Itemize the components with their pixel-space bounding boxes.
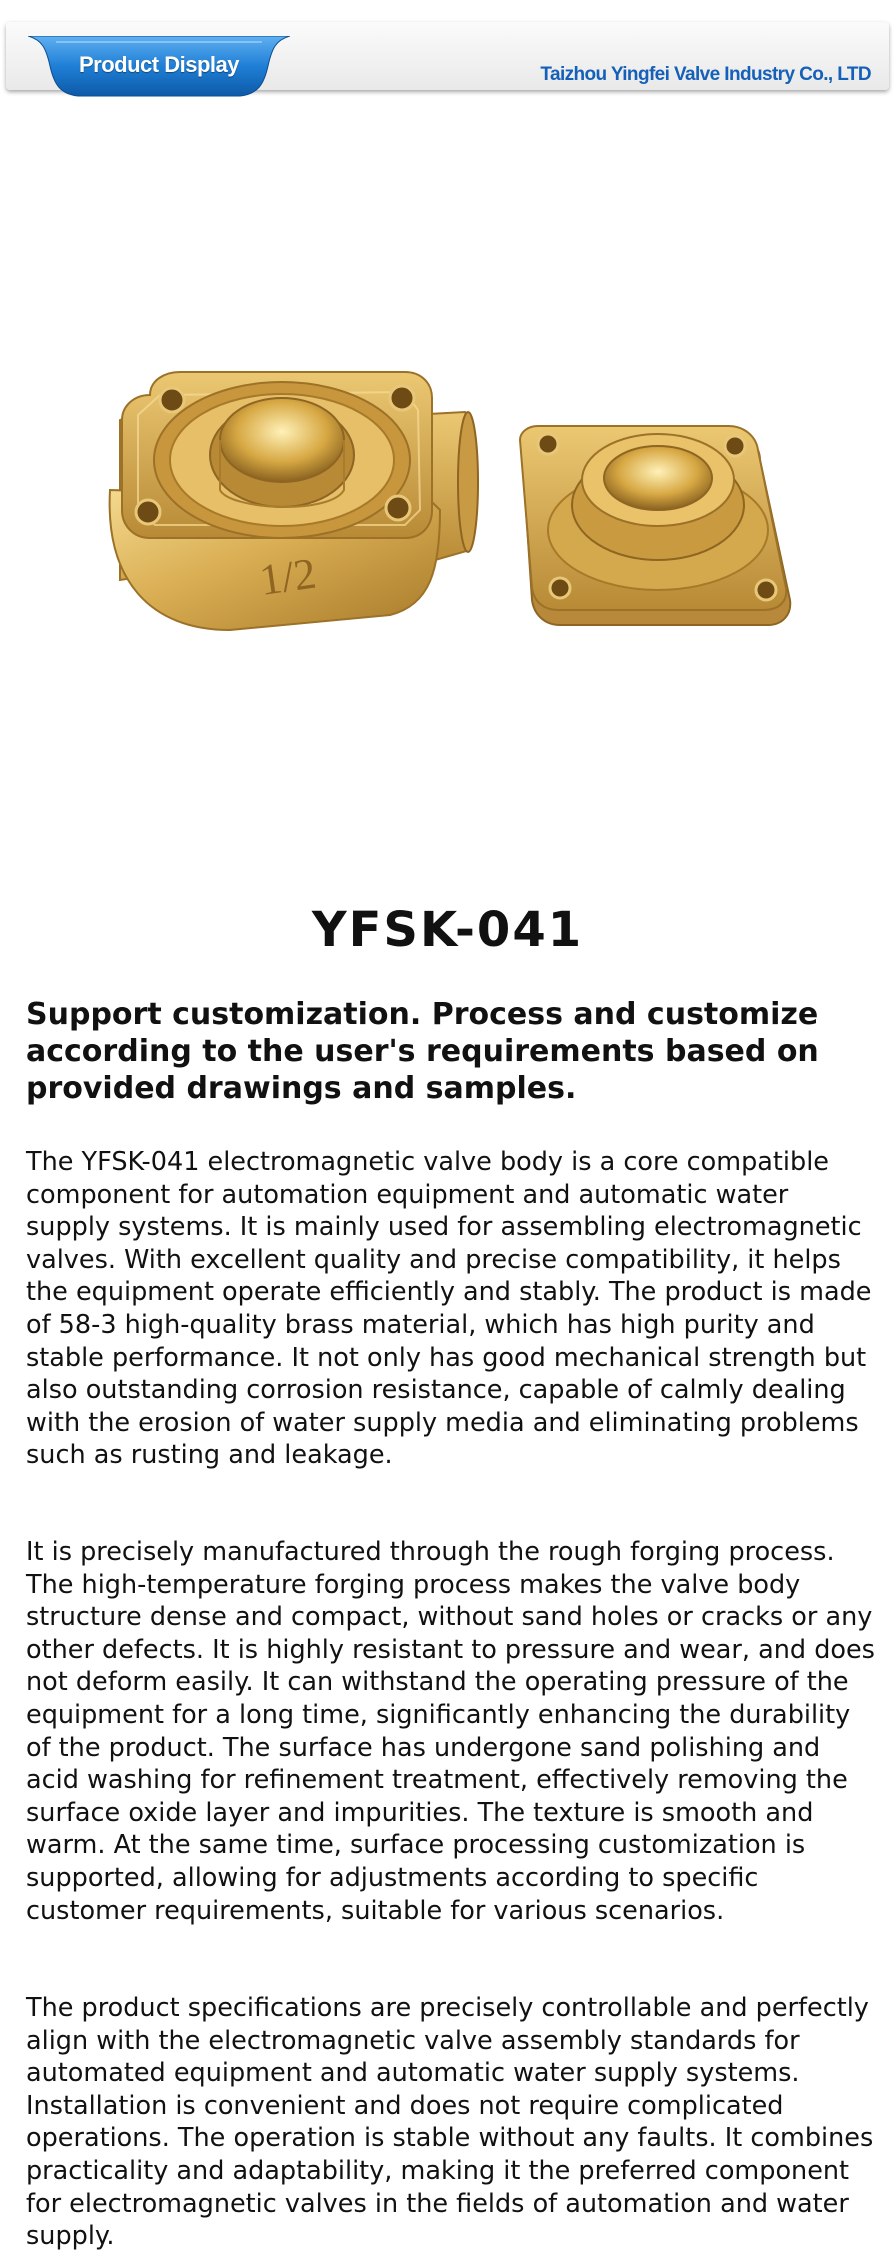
cover-flange xyxy=(520,426,790,625)
company-name: Taizhou Yingfei Valve Industry Co., LTD xyxy=(540,64,871,85)
product-display-tab[interactable] xyxy=(28,36,290,100)
valve-body xyxy=(110,372,478,630)
tab-label: Product Display xyxy=(79,52,239,77)
description-paragraph-2: It is precisely manufactured through the rough forging process. The high-temperature forging process makes the valve body structure dense and compact, without sand holes or cracks or any other defects. It is highly resistant to pressure and wear, and does not deform easily. It can withstand the operating pressure of the equipment for a long time, significantly enhancing the durability of the product. The surface has undergone sand polishing and acid washing for refinement treatment, effectively removing the surface oxide layer and impurities. The texture is smooth and warm. At the same time, surface processing customization is supported, allowing for adjustments according to specific customer requirements, suitable for various scenarios. xyxy=(26,1537,875,1926)
product-model-title: YFSK-041 xyxy=(311,902,584,958)
product-image xyxy=(0,110,895,890)
cast-marking: 1/2 xyxy=(256,548,320,605)
description-paragraph-1: The YFSK-041 electromagnetic valve body is a core compatible component for automation equipment and automatic water supply systems. It is mainly used for assembling electromagnetic valves. With excellent quality and precise compatibility, it helps the equipment operate efficiently and stably. The product is made of 58-3 high-quality brass material, which has high purity and stable performance. It not only has good mechanical strength but also outstanding corrosion resistance, capable of calmly dealing with the erosion of water supply media and eliminating problems such as rusting and leakage. xyxy=(26,1147,872,1471)
header-bar xyxy=(6,22,889,90)
description-paragraph-3: The product specifications are precisely controllable and perfectly align with the electromagnetic valve assembly standards for automated equipment and automatic water supply systems. Installation is convenient and does not require complicated operations. The operation is stable without any faults. It combines practicality and adaptability, making it the preferred component for electromagnetic valves in the fields of automation and water supply. xyxy=(26,1993,874,2252)
customization-subtitle: Support customization. Process and customize according to the user's requirements based on provided drawings and samples. xyxy=(26,997,819,1106)
brass-valve-body-photo-icon xyxy=(0,110,895,890)
